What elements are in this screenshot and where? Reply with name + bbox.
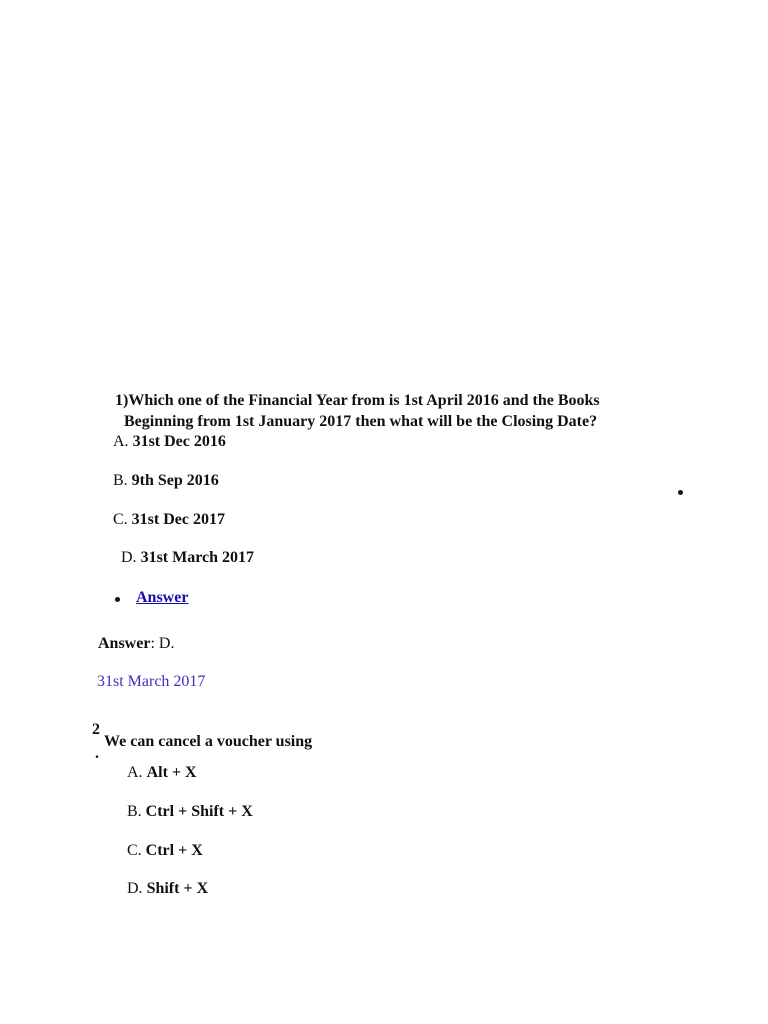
- answer-link-text[interactable]: Answer: [136, 589, 189, 606]
- option-value: Ctrl + X: [145, 842, 203, 859]
- option-letter: B.: [127, 803, 142, 820]
- question-2-option-d: [127, 879, 208, 899]
- option-letter: C.: [113, 511, 128, 528]
- question-2-number: 2: [92, 721, 100, 738]
- option-value: Shift + X: [146, 880, 209, 897]
- option-letter: A.: [127, 764, 143, 781]
- answer-line: [98, 635, 174, 653]
- option-letter: D.: [127, 880, 143, 897]
- bullet-icon: [678, 490, 683, 495]
- question-2-option-a: [127, 763, 197, 783]
- question-1-option-a: [113, 432, 226, 452]
- question-1-text-line-2: Beginning from 1st January 2017 then what will be the Closing Date?: [124, 413, 598, 430]
- question-2-number-dot: .: [95, 745, 99, 762]
- option-letter: D.: [121, 549, 137, 566]
- option-value: 31st Dec 2017: [131, 511, 225, 528]
- option-value: Ctrl + Shift + X: [145, 803, 253, 820]
- option-letter: A.: [113, 433, 129, 450]
- answer-value: 31st March 2017: [97, 673, 206, 690]
- option-letter: B.: [113, 472, 128, 489]
- option-letter: C.: [127, 842, 142, 859]
- question-2-option-c: [127, 841, 203, 861]
- question-1-option-c: [113, 510, 225, 530]
- question-1-option-d: [121, 548, 254, 568]
- answer-label: Answer: [98, 635, 151, 652]
- question-2-option-b: [127, 802, 253, 822]
- option-value: Alt + X: [146, 764, 197, 781]
- question-1-text-line-1: 1)Which one of the Financial Year from is 1st April 2016 and the Books: [115, 392, 600, 409]
- answer-letter: : D.: [150, 635, 175, 652]
- option-value: 31st March 2017: [140, 549, 255, 566]
- question-2-text: We can cancel a voucher using: [104, 733, 313, 750]
- question-1-option-b: [113, 471, 219, 491]
- answer-toggle-link[interactable]: [136, 589, 188, 607]
- option-value: 31st Dec 2016: [132, 433, 226, 450]
- option-value: 9th Sep 2016: [131, 472, 219, 489]
- bullet-icon: [115, 597, 120, 602]
